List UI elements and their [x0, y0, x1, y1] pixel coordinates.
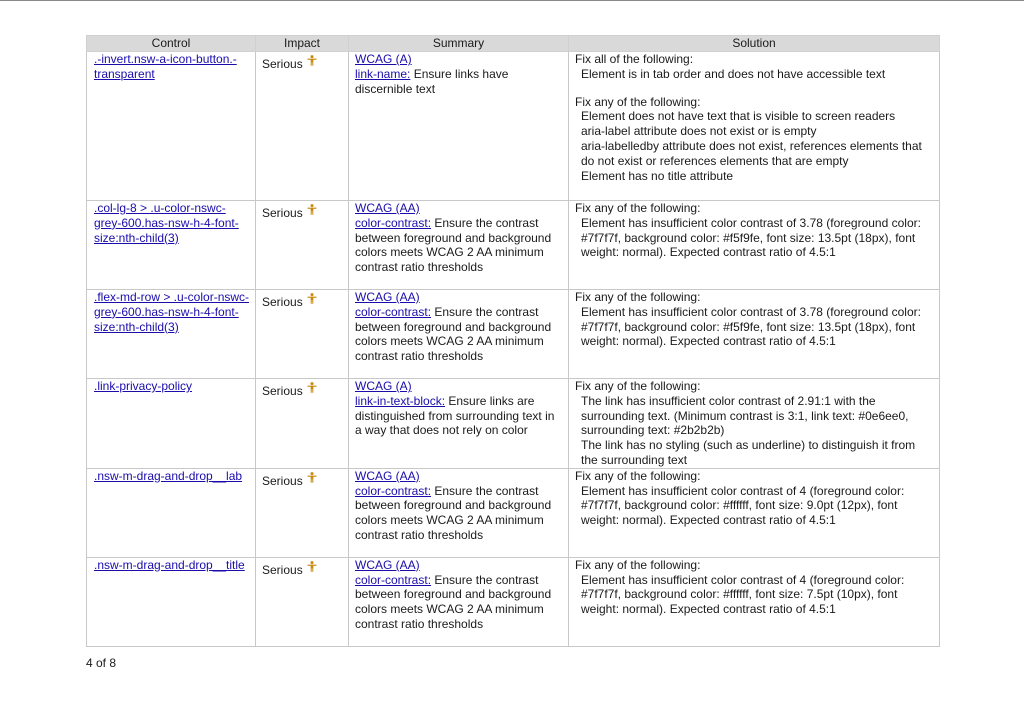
rule-description: Ensure the contrast between foreground and background colors meets WCAG 2 AA minimum contrast ratio thresholds [355, 483, 552, 542]
person-accessibility-icon [307, 293, 317, 308]
person-accessibility-icon [307, 472, 317, 487]
solution-heading: Fix any of the following: [575, 94, 701, 109]
rule-link[interactable]: color-contrast: [355, 304, 432, 319]
wcag-level-link[interactable]: WCAG (AA) [355, 468, 420, 483]
rule-link[interactable]: link-in-text-block: [355, 393, 446, 408]
header-control: Control [87, 36, 256, 52]
table-row [87, 468, 940, 557]
table-row [87, 290, 940, 379]
accessibility-report-table [86, 35, 940, 647]
control-selector-link[interactable]: .flex-md-row > .u-color-nswc-grey-600.has-nsw-h-4-font-size:nth-child(3) [94, 290, 250, 334]
impact-cell [256, 201, 349, 290]
solution-cell [569, 379, 940, 469]
control-cell [87, 468, 256, 557]
table-row [87, 557, 940, 646]
solution-cell [569, 468, 940, 557]
control-selector-link[interactable]: .col-lg-8 > .u-color-nswc-grey-600.has-nsw-h-4-font-size:nth-child(3) [94, 201, 239, 245]
rule-link[interactable]: color-contrast: [355, 483, 432, 498]
impact-label: Serious [262, 562, 303, 577]
control-selector-link[interactable]: .-invert.nsw-a-icon-button.-transparent [94, 52, 237, 81]
summary-cell [349, 52, 569, 201]
page-number: 4 of 8 [86, 656, 117, 670]
wcag-level-link[interactable]: WCAG (A) [355, 52, 412, 66]
summary-cell [349, 290, 569, 379]
person-accessibility-icon [307, 204, 317, 219]
impact-label: Serious [262, 206, 303, 220]
solution-item: Element has insufficient color contrast of 4 (foreground color: #7f7f7f, background color: #ffffff, font size: 7.5pt (10px), font weight: normal). Expected contrast ratio of 4.5:1 [581, 572, 905, 617]
table-row [87, 379, 940, 469]
control-cell [87, 201, 256, 290]
solution-item: Element has insufficient color contrast of 3.78 (foreground color: #7f7f7f, background color: #f5f9fe, font size: 13.5pt (18px), font weight: normal). Expected contrast ratio of 4.5:1 [581, 304, 921, 349]
table-row [87, 52, 940, 201]
solution-heading: Fix any of the following: [575, 379, 701, 393]
impact-cell [256, 557, 349, 646]
rule-description: Ensure the contrast between foreground and background colors meets WCAG 2 AA minimum contrast ratio thresholds [355, 304, 552, 364]
rule-link[interactable]: color-contrast: [355, 572, 432, 587]
solution-item: aria-labelledby attribute does not exist, references elements that do not exist or references elements that are empty [581, 138, 922, 168]
wcag-level-link[interactable]: WCAG (AA) [355, 557, 420, 572]
rule-link[interactable]: link-name: [355, 66, 411, 81]
solution-item: Element has insufficient color contrast of 3.78 (foreground color: #7f7f7f, background color: #f5f9fe, font size: 13.5pt (18px), font weight: normal). Expected contrast ratio of 4.5:1 [581, 215, 921, 260]
solution-item: Element has insufficient color contrast of 4 (foreground color: #7f7f7f, background color: #ffffff, font size: 9.0pt (12px), font weight: normal). Expected contrast ratio of 4.5:1 [581, 483, 905, 528]
rule-link[interactable]: color-contrast: [355, 215, 432, 230]
solution-cell [569, 557, 940, 646]
top-rule [0, 0, 1024, 1]
solution-item: Element does not have text that is visible to screen readers [581, 109, 896, 124]
impact-label: Serious [262, 295, 303, 309]
solution-item: The link has no styling (such as underline) to distinguish it from the surrounding text [581, 438, 916, 467]
wcag-level-link[interactable]: WCAG (AA) [355, 290, 420, 304]
table-row [87, 201, 940, 290]
solution-spacer [575, 82, 935, 95]
solution-item: Element has no title attribute [581, 168, 734, 183]
control-cell [87, 290, 256, 379]
rule-description: Ensure the contrast between foreground and background colors meets WCAG 2 AA minimum contrast ratio thresholds [355, 215, 552, 275]
control-cell [87, 557, 256, 646]
solution-item: aria-label attribute does not exist or is empty [581, 124, 817, 139]
control-selector-link[interactable]: .link-privacy-policy [94, 379, 193, 393]
solution-heading: Fix any of the following: [575, 201, 701, 215]
rule-description: Ensure the contrast between foreground and background colors meets WCAG 2 AA minimum contrast ratio thresholds [355, 572, 552, 631]
solution-cell [569, 201, 940, 290]
control-selector-link[interactable]: .nsw-m-drag-and-drop__title [94, 557, 245, 572]
rule-description: Ensure links have discernible text [355, 66, 509, 96]
header-impact: Impact [256, 36, 349, 52]
summary-cell [349, 468, 569, 557]
person-accessibility-icon [307, 382, 317, 397]
summary-cell [349, 379, 569, 469]
impact-cell [256, 379, 349, 469]
impact-cell [256, 468, 349, 557]
impact-cell [256, 290, 349, 379]
solution-heading: Fix any of the following: [575, 290, 701, 304]
rule-description: Ensure links are distinguished from surrounding text in a way that does not rely on color [355, 393, 555, 438]
solution-heading: Fix any of the following: [575, 557, 701, 572]
header-solution: Solution [569, 36, 940, 52]
impact-cell [256, 52, 349, 201]
summary-cell [349, 201, 569, 290]
person-accessibility-icon [307, 561, 317, 576]
summary-cell [349, 557, 569, 646]
control-cell [87, 52, 256, 201]
control-cell [87, 379, 256, 469]
solution-heading: Fix any of the following: [575, 468, 701, 483]
table-header-row [87, 36, 940, 52]
solution-item: The link has insufficient color contrast of 2.91:1 with the surrounding text. (Minimum contrast is 3:1, link text: #0e6ee0, surrounding text: #2b2b2b) [581, 393, 909, 438]
impact-label: Serious [262, 473, 303, 488]
wcag-level-link[interactable]: WCAG (AA) [355, 201, 420, 215]
solution-item: Element is in tab order and does not have accessible text [581, 66, 886, 81]
control-selector-link[interactable]: .nsw-m-drag-and-drop__lab [94, 468, 243, 483]
impact-label: Serious [262, 57, 303, 71]
person-accessibility-icon [307, 55, 317, 70]
header-summary: Summary [349, 36, 569, 52]
wcag-level-link[interactable]: WCAG (A) [355, 379, 412, 393]
solution-heading: Fix all of the following: [575, 52, 694, 66]
solution-cell [569, 52, 940, 201]
solution-cell [569, 290, 940, 379]
impact-label: Serious [262, 384, 303, 398]
